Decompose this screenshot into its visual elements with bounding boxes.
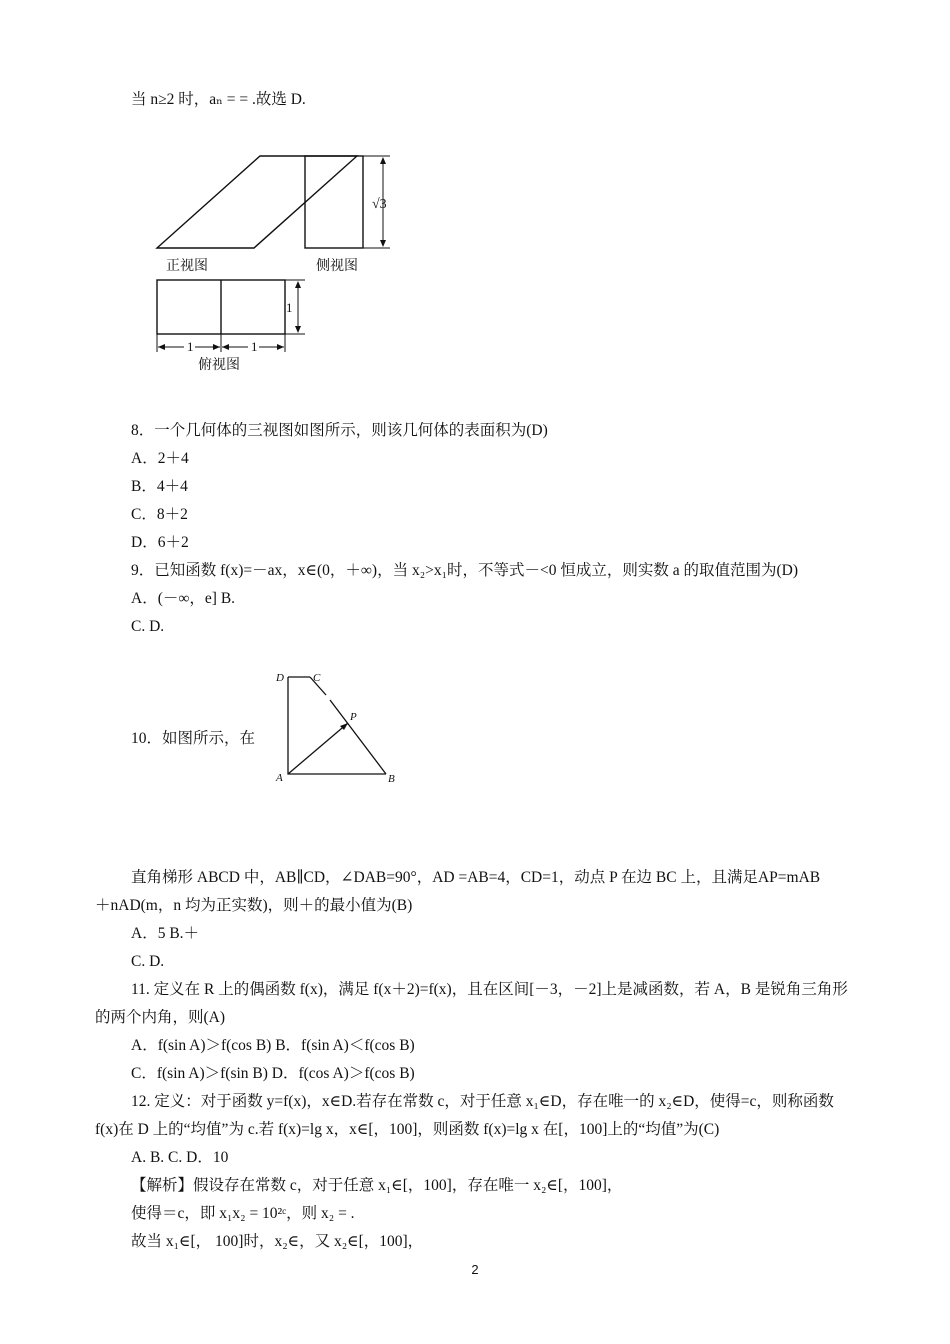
text-line: A．(－∞，e] B. — [131, 590, 236, 607]
text-line: 8．一个几何体的三视图如图所示，则该几何体的表面积为(D) — [131, 422, 548, 439]
trapezoid-figure — [268, 668, 408, 793]
text-line: 【解析】假设存在常数 c，对于任意 x₁∈[，100]，存在唯一 x₂∈[，100]， — [131, 1177, 623, 1194]
text-line: 当 n≥2 时，aₙ = = .故选 D. — [131, 91, 306, 108]
vertex-c-label: C — [313, 672, 321, 684]
side-view-label: 侧视图 — [316, 259, 358, 274]
depth-label: 1 — [286, 300, 293, 315]
text-line: ＋nAD(m，n 均为正实数)，则＋的最小值为(B) — [95, 897, 413, 914]
text-line: 12. 定义：对于函数 y=f(x)，x∈D.若存在常数 c，对于任意 x₁∈D，存在唯一的 x₂∈D，使得=c，则称函数 — [131, 1093, 834, 1110]
point-p-label: P — [350, 711, 357, 723]
text-line: 直角梯形 ABCD 中，AB∥CD，∠DAB=90°，AD =AB=4，CD=1，动点 P 在边 BC 上，且满足AP=mAB — [131, 869, 821, 886]
height-label: √3 — [372, 197, 387, 212]
top-view-label: 俯视图 — [198, 358, 240, 373]
vertex-b-label: B — [388, 773, 395, 785]
text-line: f(x)在 D 上的“均值”为 c.若 f(x)=lg x，x∈[，100]，则函数 f(x)=lg x 在[，100]上的“均值”为(C) — [95, 1121, 720, 1138]
text-line: 10．如图所示，在 — [131, 730, 256, 747]
text-line: 使得＝c，即 x₁x₂ = 10²ᶜ，则 x₂ = . — [131, 1205, 355, 1222]
front-view-label: 正视图 — [166, 259, 208, 274]
text-line: A. B. C. D．10 — [131, 1149, 229, 1166]
text-line: 故当 x₁∈[， 100]时，x₂∈，又 x₂∈[，100]， — [131, 1233, 424, 1250]
width-label: 1 — [187, 339, 194, 354]
text-line: C．f(sin A)＞f(sin B) D．f(cos A)＞f(cos B) — [131, 1065, 415, 1082]
side-view-shape — [305, 156, 363, 248]
front-view-shape — [157, 156, 357, 248]
text-line: 的两个内角，则(A) — [95, 1009, 226, 1026]
text-line: A．5 B.＋ — [131, 925, 200, 942]
page-number: 2 — [471, 1262, 479, 1277]
vertex-a-label: A — [276, 772, 283, 784]
width-label: 1 — [251, 339, 258, 354]
text-line: C．8＋2 — [131, 506, 188, 523]
text-line: D．6＋2 — [131, 534, 189, 551]
three-view-figure — [150, 150, 400, 380]
text-line: C. D. — [131, 953, 165, 970]
text-line: 9．已知函数 f(x)=－ax，x∈(0，＋∞)，当 x₂>x₁时，不等式－<0 恒成立，则实数 a 的取值范围为(D) — [131, 562, 799, 579]
text-line: A．f(sin A)＞f(cos B) B．f(sin A)＜f(cos B) — [131, 1037, 415, 1054]
text-line: A．2＋4 — [131, 450, 189, 467]
text-line: B．4＋4 — [131, 478, 188, 495]
text-line: 11. 定义在 R 上的偶函数 f(x)，满足 f(x＋2)=f(x)，且在区间[－3，－2]上是减函数，若 A，B 是锐角三角形 — [131, 981, 848, 998]
vertex-d-label: D — [276, 672, 284, 684]
text-line: C. D. — [131, 618, 165, 635]
